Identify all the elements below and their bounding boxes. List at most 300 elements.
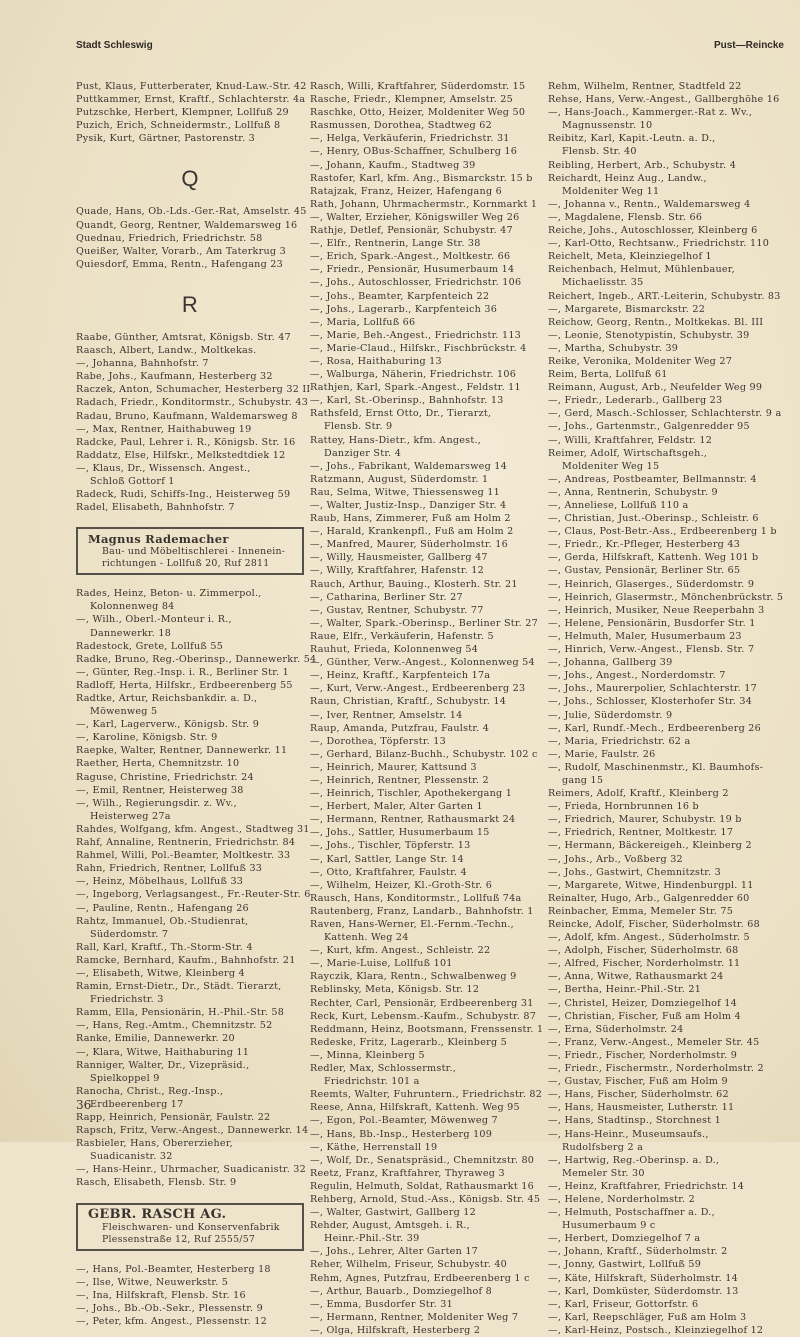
section-letter: R xyxy=(181,291,199,317)
entry-line: —, Anna, Rentnerin, Schubystr. 9 xyxy=(548,486,718,498)
directory-entry xyxy=(310,1088,543,1101)
directory-entry xyxy=(310,800,540,813)
entry-line: Rathjen, Karl, Spark.-Angest., Feldstr. 11 xyxy=(310,382,521,394)
directory-entry xyxy=(548,93,786,106)
directory-entry xyxy=(310,748,540,761)
directory-entry xyxy=(76,1263,304,1276)
entry-line: Quiesdorf, Emma, Rentn., Hafengang 23 xyxy=(76,258,283,270)
directory-entry xyxy=(76,1019,304,1032)
entry-line: —, Olga, Hilfskraft, Hesterberg 2 xyxy=(310,1324,481,1336)
entry-line: —, Johs., Gastwirt, Chemnitzstr. 3 xyxy=(548,866,722,878)
directory-entry xyxy=(76,731,304,744)
entry-continuation: Moldeniter Weg 15 xyxy=(562,460,660,472)
entry-line: Reemts, Walter, Fuhruntern., Friedrichstr. 82 xyxy=(310,1089,543,1101)
entry-line: —, Heinrich, Glasermstr., Mönchenbrückstr. 5 xyxy=(548,591,784,603)
directory-entry xyxy=(76,836,304,849)
entry-line: Reck, Kurt, Lebensm.-Kaufm., Schubystr. 87 xyxy=(310,1010,537,1022)
entry-line: —, Hans, Reg.-Amtm., Chemnitzstr. 52 xyxy=(76,1020,273,1032)
directory-entry xyxy=(76,1032,304,1045)
directory-entry xyxy=(548,290,786,303)
entry-line: Rehberg, Arnold, Stud.-Ass., Königsb. Str. 45 xyxy=(310,1193,541,1205)
entry-line: Raepke, Walter, Rentner, Dannewerkr. 11 xyxy=(76,745,288,757)
directory-entry xyxy=(548,106,786,132)
entry-line: —, Manfred, Maurer, Süderholmstr. 16 xyxy=(310,539,508,551)
entry-line: —, Heinrich, Glaserges., Süderdomstr. 9 xyxy=(548,578,755,590)
directory-entry xyxy=(310,1324,540,1337)
directory-entry xyxy=(548,761,786,787)
directory-entry xyxy=(548,722,786,735)
entry-line: —, Kurt, kfm. Angest., Schleistr. 22 xyxy=(310,945,491,957)
directory-entry xyxy=(548,1232,786,1245)
directory-entry xyxy=(548,983,786,996)
entry-line: —, Friedr., Pensionär, Husumerbaum 14 xyxy=(310,264,515,276)
directory-entry xyxy=(310,892,540,905)
directory-entry xyxy=(76,1111,304,1124)
entry-continuation: Schloß Gottorf 1 xyxy=(90,475,175,487)
directory-entry xyxy=(76,587,304,613)
directory-entry xyxy=(548,682,786,695)
entry-continuation: Flensb. Str. 40 xyxy=(562,146,637,158)
entry-line: —, Jonny, Gastwirt, Lollfuß 59 xyxy=(548,1259,702,1271)
entry-line: Radau, Bruno, Kaufmann, Waldemarsweg 8 xyxy=(76,410,298,422)
directory-entry xyxy=(548,1128,786,1154)
entry-line: Rechter, Carl, Pensionär, Erdbeerenberg 31 xyxy=(310,997,534,1009)
directory-entry xyxy=(310,434,540,460)
entry-line: —, Hans-Heinr., Uhrmacher, Suadicanistr. 32 xyxy=(76,1164,307,1176)
entry-line: —, Heinrich, Tischler, Apothekergang 1 xyxy=(310,788,513,800)
entry-line: —, Käthe, Herrenstall 19 xyxy=(310,1141,438,1153)
directory-entry xyxy=(548,957,786,970)
directory-entry xyxy=(548,1245,786,1258)
entry-line: Reddmann, Heinz, Bootsmann, Frenssenstr. 1 xyxy=(310,1023,544,1035)
entry-line: Rahf, Annaline, Rentnerin, Friedrichstr. 84 xyxy=(76,837,296,849)
entry-line: —, Helene, Norderholmstr. 2 xyxy=(548,1193,695,1205)
directory-entry xyxy=(76,1124,309,1137)
directory-entry xyxy=(548,892,786,905)
directory-entry xyxy=(548,172,786,198)
directory-entry xyxy=(548,1324,786,1337)
directory-entry xyxy=(76,258,304,271)
entry-line: —, Frieda, Hornbrunnen 16 b xyxy=(548,801,699,813)
directory-entry xyxy=(310,1101,540,1114)
directory-entry xyxy=(548,866,786,879)
directory-entry xyxy=(76,410,304,423)
entry-line: —, Rudolf, Maschinenmstr., Kl. Baumhofs- xyxy=(548,761,764,773)
directory-entry xyxy=(76,132,304,145)
directory-entry xyxy=(76,119,304,132)
entry-line: Radeck, Rudi, Schiffs-Ing., Heisterweg 59 xyxy=(76,489,291,501)
entry-line: Rasbieler, Hans, Obererzieher, xyxy=(76,1138,233,1150)
directory-entry xyxy=(310,80,540,93)
entry-line: —, Andreas, Postbeamter, Bellmannstr. 4 xyxy=(548,473,757,485)
ad-line: Bau- und Möbeltischlerei - Innenein- xyxy=(102,546,286,558)
entry-line: —, Julie, Süderdomstr. 9 xyxy=(548,709,673,721)
entry-line: Puttkammer, Ernst, Kraftf., Schlachterstr. 4a xyxy=(76,94,306,106)
directory-entry xyxy=(310,787,540,800)
entry-line: —, Ingeborg, Verlagsangest., Fr.-Reuter-Str. 6 xyxy=(76,889,311,901)
directory-entry xyxy=(76,888,311,901)
directory-entry xyxy=(310,368,540,381)
directory-entry xyxy=(310,761,540,774)
directory-entry xyxy=(310,1298,540,1311)
directory-entry xyxy=(548,1049,786,1062)
directory-entry xyxy=(548,853,786,866)
entry-line: —, Heinz, Kraftfahrer, Friedrichstr. 14 xyxy=(548,1180,745,1192)
entry-line: Rapsch, Fritz, Verw.-Angest., Dannewerkr. 14 xyxy=(76,1125,309,1137)
entry-line: Raabe, Günther, Amtsrat, Königsb. Str. 47 xyxy=(76,331,291,343)
entry-line: —, Gerda, Hilfskraft, Kattenh. Weg 101 b xyxy=(548,552,759,564)
directory-entry xyxy=(310,1128,540,1141)
entry-line: —, Emil, Rentner, Heisterweg 38 xyxy=(76,784,244,796)
directory-entry xyxy=(310,564,540,577)
entry-line: —, Friedr., Fischer, Norderholmstr. 9 xyxy=(548,1049,738,1061)
directory-entry xyxy=(310,237,540,250)
directory-entry xyxy=(76,488,304,501)
directory-entry xyxy=(548,342,786,355)
directory-entry xyxy=(76,613,304,639)
directory-entry xyxy=(310,1010,540,1023)
running-header xyxy=(76,40,784,56)
directory-entry xyxy=(310,879,540,892)
directory-entry xyxy=(76,797,304,823)
entry-line: —, Gerd, Masch.-Schlosser, Schlachterstr. 9 a xyxy=(548,408,782,420)
directory-entry xyxy=(548,303,786,316)
entry-continuation: Erdbeerenberg 17 xyxy=(90,1098,184,1110)
entry-line: Rehm, Agnes, Putzfrau, Erdbeerenberg 1 c xyxy=(310,1272,530,1284)
entry-continuation: Spielkoppel 9 xyxy=(90,1072,160,1084)
entry-line: —, Iver, Rentner, Amselstr. 14 xyxy=(310,709,463,721)
entry-line: Rayczik, Klara, Rentn., Schwalbenweg 9 xyxy=(310,971,517,983)
entry-line: Radestock, Grete, Lollfuß 55 xyxy=(76,640,224,652)
entry-line: Pust, Klaus, Futterberater, Knud-Law.-Str. 42 xyxy=(76,81,307,92)
entry-line: —, Günter, Reg.-Insp. i. R., Berliner Str. 1 xyxy=(76,666,289,678)
directory-entry xyxy=(310,460,540,473)
directory-entry xyxy=(310,145,540,158)
directory-entry xyxy=(310,617,540,630)
directory-entry xyxy=(76,692,304,718)
entry-line: —, Anna, Witwe, Rathausmarkt 24 xyxy=(548,971,724,983)
directory-entry xyxy=(310,643,540,656)
entry-continuation: Magnussenstr. 10 xyxy=(562,120,653,132)
entry-line: Rathje, Detlef, Pensionär, Schubystr. 47 xyxy=(310,225,513,237)
entry-line: —, Hans, Hausmeister, Lutherstr. 11 xyxy=(548,1102,735,1114)
entry-line: Reibling, Herbert, Arb., Schubystr. 4 xyxy=(548,159,737,171)
entry-line: Rabe, Johs., Kaufmann, Hesterberg 32 xyxy=(76,371,273,383)
entry-line: —, Elisabeth, Witwe, Kleinberg 4 xyxy=(76,967,245,979)
directory-entry xyxy=(310,93,540,106)
directory-entry xyxy=(548,630,786,643)
entry-line: Rasmussen, Dorothea, Stadtweg 62 xyxy=(310,120,492,132)
directory-entry xyxy=(310,290,540,303)
directory-entry xyxy=(548,211,786,224)
entry-line: Queißer, Walter, Vorarb., Am Taterkrug 3 xyxy=(76,245,286,257)
entry-line: —, Egon, Pol.-Beamter, Möwenweg 7 xyxy=(310,1115,498,1127)
directory-entry xyxy=(310,303,540,316)
entry-line: —, Johs., Arb., Voßberg 32 xyxy=(548,853,683,865)
entry-line: —, Heinz, Möbelhaus, Lollfuß 33 xyxy=(76,876,244,888)
entry-line: Rau, Selma, Witwe, Thiessensweg 11 xyxy=(310,486,501,498)
entry-line: Rapp, Heinrich, Pensionär, Faulstr. 22 xyxy=(76,1112,271,1123)
page-number: 36 xyxy=(76,1098,92,1112)
entry-line: —, Käte, Hilfskraft, Süderholmstr. 14 xyxy=(548,1272,738,1284)
column-1 xyxy=(76,80,317,1328)
directory-entry xyxy=(310,381,540,394)
directory-entry xyxy=(548,1193,786,1206)
directory-entry xyxy=(76,679,304,692)
directory-entry xyxy=(548,329,786,342)
entry-line: —, Hans, Fischer, Süderholmstr. 62 xyxy=(548,1089,729,1101)
entry-line: —, Hans, Bb.-Insp., Hesterberg 109 xyxy=(310,1128,493,1140)
directory-entry xyxy=(310,918,540,944)
entry-line: Reinbacher, Emma, Memeler Str. 75 xyxy=(548,905,734,917)
entry-line: —, Karl-Heinz, Postsch., Kleinziegelhof 12 xyxy=(548,1324,764,1336)
entry-line: —, Johs., Autoschlosser, Friedrichstr. 106 xyxy=(310,277,522,289)
directory-entry xyxy=(310,263,540,276)
entry-line: —, Helmuth, Postschaffner a. D., xyxy=(548,1207,715,1219)
entry-line: Quednau, Friedrich, Friedrichstr. 58 xyxy=(76,232,263,244)
directory-entry xyxy=(310,944,540,957)
directory-entry xyxy=(310,355,540,368)
entry-line: —, Margarete, Witwe, Hindenburgpl. 11 xyxy=(548,879,754,891)
entry-continuation: Danziger Str. 4 xyxy=(324,447,402,459)
ad-line: Fleischwaren- und Konservenfabrik xyxy=(102,1221,280,1233)
directory-entry xyxy=(76,1046,304,1059)
entry-line: Rauhut, Frieda, Kolonnenweg 54 xyxy=(310,644,479,656)
directory-entry xyxy=(548,564,786,577)
entry-line: —, Adolph, Fischer, Süderholmstr. 68 xyxy=(548,945,739,957)
entry-line: —, Rosa, Haithaburing 13 xyxy=(310,355,442,367)
directory-entry xyxy=(76,823,310,836)
entry-line: Ranke, Emilie, Dannewerkr. 20 xyxy=(76,1033,235,1045)
entry-line: —, Leonie, Stenotypistin, Schubystr. 39 xyxy=(548,329,750,341)
directory-entry xyxy=(548,224,786,237)
directory-entry xyxy=(548,1023,786,1036)
directory-entry xyxy=(548,1285,786,1298)
directory-entry xyxy=(310,538,540,551)
directory-entry xyxy=(548,237,786,250)
entry-line: Radel, Elisabeth, Bahnhofstr. 7 xyxy=(76,502,235,514)
entry-line: —, Bertha, Heinr.-Phil.-Str. 21 xyxy=(548,984,702,996)
entry-line: —, Johann, Kraftf., Süderholmstr. 2 xyxy=(548,1246,728,1258)
directory-entry xyxy=(310,1258,540,1271)
entry-line: —, Willy, Kraftfahrer, Hafenstr. 12 xyxy=(310,565,484,577)
directory-entry xyxy=(548,1154,786,1180)
directory-entry xyxy=(548,250,786,263)
directory-entry xyxy=(548,512,786,525)
entry-line: Rautenberg, Franz, Landarb., Bahnhofstr. 1 xyxy=(310,905,534,917)
directory-entry xyxy=(310,735,540,748)
directory-entry xyxy=(76,370,304,383)
entry-line: —, Christian, Just.-Oberinsp., Schleistr. 6 xyxy=(548,513,759,525)
directory-entry xyxy=(310,1180,540,1193)
entry-line: —, Wolf, Dr., Senatspräsid., Chemnitzstr. 80 xyxy=(310,1154,535,1166)
entry-line: Raasch, Albert, Landw., Moltkekas. xyxy=(76,345,257,357)
directory-entry xyxy=(548,1062,786,1075)
directory-entry xyxy=(548,748,786,761)
entry-line: —, Pauline, Rentn., Hafengang 26 xyxy=(76,902,249,914)
directory-entry xyxy=(310,106,540,119)
column-2 xyxy=(310,80,544,1337)
directory-entry xyxy=(310,839,540,852)
entry-line: —, Marie, Faulstr. 26 xyxy=(548,748,656,760)
directory-entry xyxy=(548,1114,786,1127)
directory-entry xyxy=(548,551,786,564)
directory-entry xyxy=(548,1180,786,1193)
directory-entry xyxy=(310,656,540,669)
entry-line: —, Johs., Bb.-Ob.-Sekr., Plessenstr. 9 xyxy=(76,1302,264,1314)
directory-entry xyxy=(548,1010,786,1023)
entry-continuation: Memeler Str. 30 xyxy=(562,1167,645,1179)
directory-entry xyxy=(76,1315,304,1328)
entry-line: Rattey, Hans-Dietr., kfm. Angest., xyxy=(310,434,482,446)
entry-line: —, Erna, Süderholmstr. 24 xyxy=(548,1023,684,1035)
entry-line: Ratzmann, August, Süderdomstr. 1 xyxy=(310,473,489,485)
entry-continuation: Friedrichstr. 3 xyxy=(90,994,164,1006)
entry-line: —, Peter, kfm. Angest., Plessenstr. 12 xyxy=(76,1315,267,1327)
entry-line: Rastofer, Karl, kfm. Ang., Bismarckstr. 15 b xyxy=(310,172,533,184)
entry-continuation: Suadicanistr. 32 xyxy=(90,1151,173,1163)
directory-entry xyxy=(310,813,540,826)
entry-line: —, Johanna, Gallberg 39 xyxy=(548,657,673,669)
directory-entry xyxy=(310,722,540,735)
directory-entry xyxy=(548,839,786,852)
entry-line: —, Willy, Hausmeister, Gallberg 47 xyxy=(310,552,488,564)
directory-entry xyxy=(76,1006,304,1019)
directory-entry xyxy=(548,1101,786,1114)
entry-line: Radloff, Herta, Hilfskr., Erdbeerenberg 55 xyxy=(76,679,293,691)
directory-entry xyxy=(310,551,540,564)
entry-line: —, Hermann, Bäckereigeh., Kleinberg 2 xyxy=(548,840,752,852)
directory-entry xyxy=(310,525,540,538)
directory-entry xyxy=(310,983,540,996)
directory-entry xyxy=(548,591,786,604)
directory-entry xyxy=(310,1311,540,1324)
entry-line: —, Marie, Beh.-Angest., Friedrichstr. 113 xyxy=(310,329,522,341)
entry-line: Putzschke, Herbert, Klempner, Lollfuß 29 xyxy=(76,107,289,119)
directory-entry xyxy=(548,1272,786,1285)
entry-line: Reim, Berta, Lollfuß 61 xyxy=(548,369,668,381)
entry-line: Raub, Hans, Zimmerer, Fuß am Holm 2 xyxy=(310,513,511,525)
entry-continuation: Heisterweg 27a xyxy=(90,810,171,822)
entry-line: —, Christel, Heizer, Domziegelhof 14 xyxy=(548,997,737,1009)
directory-entry xyxy=(548,198,786,211)
entry-line: Quade, Hans, Ob.-Lds.-Ger.-Rat, Amselstr. 45 xyxy=(76,206,307,218)
entry-line: —, Hartwig, Reg.-Oberinsp. a. D., xyxy=(548,1154,720,1166)
directory-entry xyxy=(310,1219,540,1245)
directory-entry xyxy=(310,970,540,983)
directory-entry xyxy=(76,640,304,653)
directory-entry xyxy=(76,344,304,357)
entry-line: —, Johs., Beamter, Karpfenteich 22 xyxy=(310,290,490,302)
directory-entry xyxy=(548,1036,786,1049)
entry-line: —, Hermann, Rentner, Moldeniter Weg 7 xyxy=(310,1311,519,1323)
entry-continuation: Möwenweg 5 xyxy=(90,706,158,718)
directory-entry xyxy=(76,436,304,449)
entry-line: —, Johs., Maurerpolier, Schlachterstr. 17 xyxy=(548,683,757,695)
entry-line: —, Helga, Verkäuferin, Friedrichstr. 31 xyxy=(310,133,510,145)
directory-entry xyxy=(548,800,786,813)
directory-entry xyxy=(548,970,786,983)
directory-entry xyxy=(76,915,304,941)
ad-line: richtungen - Lollfuß 20, Ruf 2811 xyxy=(102,558,270,570)
entry-line: Raue, Elfr., Verkäuferin, Hafenstr. 5 xyxy=(310,630,494,642)
entry-line: Rauch, Arthur, Bauing., Klosterh. Str. 21 xyxy=(310,578,518,590)
directory-entry xyxy=(310,499,540,512)
entry-line: —, Magdalene, Flensb. Str. 66 xyxy=(548,211,703,223)
directory-entry xyxy=(310,669,540,682)
directory-entry xyxy=(548,434,786,447)
advertisement-box xyxy=(76,1203,304,1251)
entry-line: —, Friedrich, Rentner, Moltkestr. 17 xyxy=(548,827,734,839)
entry-line: —, Klara, Witwe, Haithaburing 11 xyxy=(76,1046,250,1058)
entry-line: —, Johs., Schlosser, Klosterhofer Str. 34 xyxy=(548,696,753,708)
entry-line: —, Karl, Rundf.-Mech., Erdbeerenberg 26 xyxy=(548,722,761,734)
entry-line: —, Helene, Pensionärin, Busdorfer Str. 1 xyxy=(548,617,756,629)
entry-line: —, Friedr., Fischermstr., Norderholmstr. 2 xyxy=(548,1063,764,1075)
entry-line: Rehm, Wilhelm, Rentner, Stadtfeld 22 xyxy=(548,81,742,92)
entry-line: Pysik, Kurt, Gärtner, Pastorenstr. 3 xyxy=(76,133,256,145)
entry-line: Rall, Karl, Kraftf., Th.-Storm-Str. 4 xyxy=(76,941,253,953)
directory-entry xyxy=(76,875,304,888)
directory-entry xyxy=(548,368,786,381)
entry-line: Ranniger, Walter, Dr., Vizepräsid., xyxy=(76,1059,250,1071)
entry-line: —, Ilse, Witwe, Neuwerkstr. 5 xyxy=(76,1276,229,1288)
entry-line: —, Christian, Fischer, Fuß am Holm 4 xyxy=(548,1010,741,1022)
entry-line: —, Johs., Tischler, Töpferstr. 13 xyxy=(310,840,471,852)
directory-entry xyxy=(310,1036,540,1049)
directory-entry xyxy=(76,449,304,462)
directory-entry xyxy=(548,1258,786,1271)
entry-line: —, Karl, Domküster, Süderdomstr. 13 xyxy=(548,1285,739,1297)
entry-line: —, Walter, Spark.-Oberinsp., Berliner Str. 27 xyxy=(310,617,538,629)
entry-line: Reimann, August, Arb., Neufelder Weg 99 xyxy=(548,382,763,394)
entry-line: Rahtz, Immanuel, Ob.-Studienrat, xyxy=(76,915,249,927)
directory-entry xyxy=(76,1289,304,1302)
directory-entry xyxy=(310,473,540,486)
entry-line: Rasch, Elisabeth, Flensb. Str. 9 xyxy=(76,1177,237,1189)
entry-line: —, Johs., Gartenmstr., Galgenredder 95 xyxy=(548,421,750,433)
entry-continuation: Husumerbaum 9 c xyxy=(562,1220,656,1232)
entry-line: Raguse, Christine, Friedrichstr. 24 xyxy=(76,771,254,783)
directory-entry xyxy=(310,709,540,722)
entry-line: —, Elfr., Rentnerin, Lange Str. 38 xyxy=(310,238,481,250)
entry-line: —, Heinrich, Musiker, Neue Reeperbahn 3 xyxy=(548,604,765,616)
directory-entry xyxy=(76,93,304,106)
directory-entry xyxy=(310,512,540,525)
directory-entry xyxy=(548,643,786,656)
entry-line: —, Günther, Verw.-Angest., Kolonnenweg 54 xyxy=(310,657,535,669)
entry-line: Reblinsky, Meta, Königsb. Str. 12 xyxy=(310,984,480,996)
entry-line: —, Klaus, Dr., Wissensch. Angest., xyxy=(76,462,251,474)
entry-line: Rahn, Friedrich, Rentner, Lollfuß 33 xyxy=(76,863,263,875)
entry-line: —, Harald, Krankenpfl., Fuß am Holm 2 xyxy=(310,526,514,538)
entry-line: Reese, Anna, Hilfskraft, Kattenh. Weg 95 xyxy=(310,1102,520,1114)
entry-line: —, Karl, Sattler, Lange Str. 14 xyxy=(310,853,464,865)
entry-line: —, Karoline, Königsb. Str. 9 xyxy=(76,732,218,744)
directory-entry xyxy=(310,132,540,145)
directory-entry xyxy=(548,604,786,617)
directory-entry xyxy=(548,486,786,499)
entry-line: —, Marie-Claud., Hilfskr., Fischbrückstr. 4 xyxy=(310,342,527,354)
directory-entry xyxy=(76,666,304,679)
directory-entry xyxy=(548,813,786,826)
entry-line: —, Johanna, Bahnhofstr. 7 xyxy=(76,358,209,370)
entry-line: Rasche, Friedr., Klempner, Amselstr. 25 xyxy=(310,94,513,106)
entry-line: Radtke, Artur, Reichsbankdir. a. D., xyxy=(76,693,258,704)
directory-entry xyxy=(548,669,786,682)
directory-entry xyxy=(76,771,304,784)
entry-line: —, Johanna v., Rentn., Waldemarsweg 4 xyxy=(548,198,751,210)
